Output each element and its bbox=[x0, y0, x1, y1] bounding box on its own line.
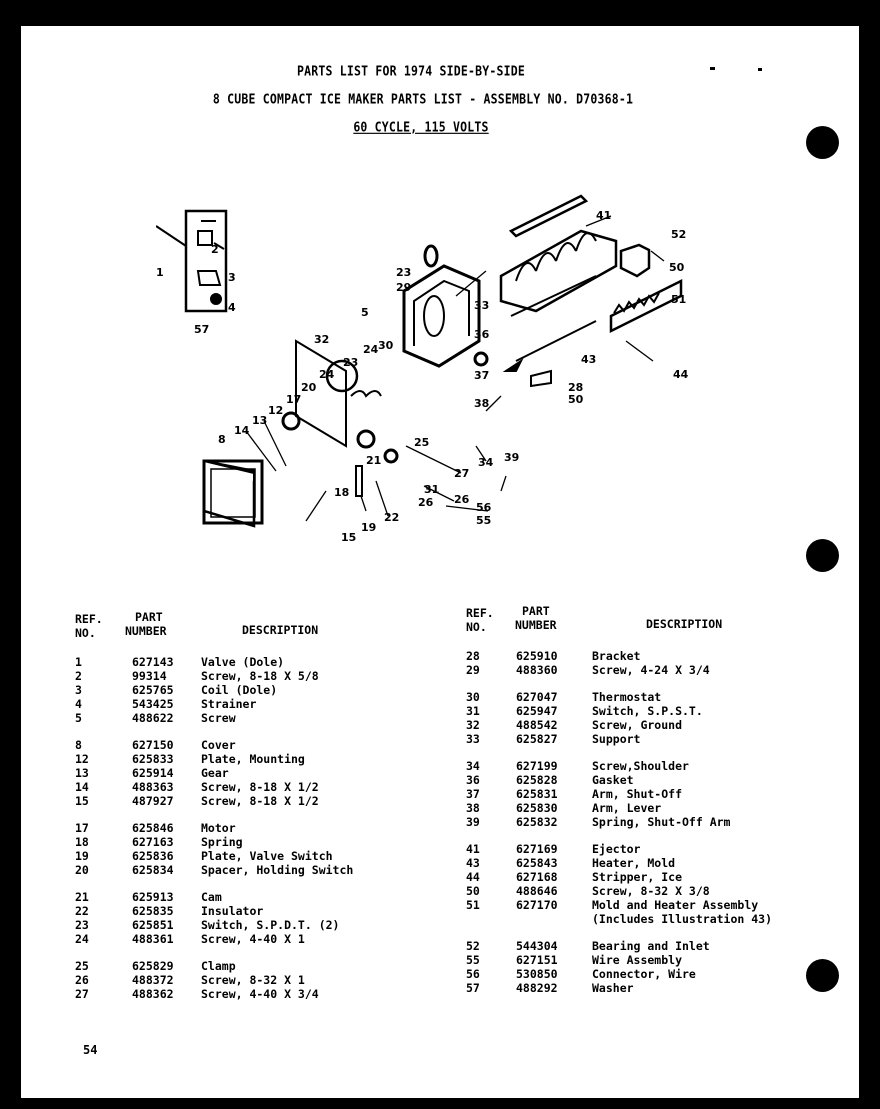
mounting-plate-and-motor bbox=[283, 341, 397, 496]
svg-text:23: 23 bbox=[396, 266, 412, 279]
part-description: Gasket bbox=[592, 773, 634, 787]
ref-number: 25 bbox=[75, 959, 89, 973]
part-number: 625836 bbox=[132, 849, 174, 863]
part-header-line1: PART bbox=[135, 610, 163, 624]
part-description: Screw, 8-18 X 1/2 bbox=[201, 780, 319, 794]
part-number: 488362 bbox=[132, 987, 174, 1001]
part-description: Spring bbox=[201, 835, 243, 849]
part-description: Arm, Lever bbox=[592, 801, 662, 815]
svg-text:24: 24 bbox=[363, 343, 379, 356]
svg-text:39: 39 bbox=[504, 451, 520, 464]
part-header-line2: NUMBER bbox=[125, 624, 167, 638]
part-description: Thermostat bbox=[592, 690, 662, 704]
svg-text:50: 50 bbox=[669, 261, 685, 274]
ref-number: 37 bbox=[466, 787, 480, 801]
svg-text:52: 52 bbox=[671, 228, 687, 241]
ref-number: 17 bbox=[75, 821, 89, 835]
svg-text:33: 33 bbox=[474, 299, 490, 312]
voltage-spec: 60 CYCLE, 115 VOLTS bbox=[353, 118, 489, 136]
ref-number: 51 bbox=[466, 898, 480, 912]
svg-text:3: 3 bbox=[228, 271, 236, 284]
ref-number: 26 bbox=[75, 973, 89, 987]
part-description: Stripper, Ice bbox=[592, 870, 683, 884]
part-number: 487927 bbox=[132, 794, 174, 808]
svg-text:21: 21 bbox=[366, 454, 382, 467]
ref-number: 32 bbox=[466, 718, 480, 732]
svg-text:17: 17 bbox=[286, 393, 302, 406]
part-description: Wire Assembly bbox=[592, 953, 683, 967]
part-header-line1: PART bbox=[522, 604, 550, 618]
ref-number: 24 bbox=[75, 932, 89, 946]
ref-number: 1 bbox=[75, 655, 82, 669]
part-number: 627151 bbox=[516, 953, 558, 967]
part-description: Switch, S.P.D.T. (2) bbox=[201, 918, 340, 932]
exploded-parts-diagram bbox=[156, 181, 716, 541]
ref-number: 36 bbox=[466, 773, 480, 787]
title-line-2: 8 CUBE COMPACT ICE MAKER PARTS LIST - ASSEMBLY NO. D70368-1 bbox=[212, 90, 634, 108]
description-header: DESCRIPTION bbox=[242, 623, 319, 637]
part-header-line2: NUMBER bbox=[515, 618, 557, 632]
punch-hole bbox=[806, 959, 839, 992]
svg-text:22: 22 bbox=[384, 511, 400, 524]
part-number: 544304 bbox=[516, 939, 558, 953]
svg-text:13: 13 bbox=[252, 414, 268, 427]
title-line-3 bbox=[1, 119, 841, 135]
ref-number: 55 bbox=[466, 953, 480, 967]
part-number: 625827 bbox=[516, 732, 558, 746]
part-number: 488542 bbox=[516, 718, 558, 732]
part-description: Screw, 8-32 X 3/8 bbox=[592, 884, 710, 898]
svg-text:31: 31 bbox=[424, 483, 440, 496]
part-description: Plate, Mounting bbox=[201, 752, 305, 766]
svg-text:15: 15 bbox=[341, 531, 357, 541]
ref-number: 50 bbox=[466, 884, 480, 898]
part-number: 625765 bbox=[132, 683, 174, 697]
part-number: 625843 bbox=[516, 856, 558, 870]
part-description: Washer bbox=[592, 981, 634, 995]
part-description: Gear bbox=[201, 766, 229, 780]
svg-text:20: 20 bbox=[301, 381, 317, 394]
part-description: Ejector bbox=[592, 842, 641, 856]
ref-number: 13 bbox=[75, 766, 89, 780]
part-description: Arm, Shut-Off bbox=[592, 787, 683, 801]
svg-text:55: 55 bbox=[476, 514, 492, 527]
ref-number: 19 bbox=[75, 849, 89, 863]
part-number: 488372 bbox=[132, 973, 174, 987]
punch-hole bbox=[806, 539, 839, 572]
svg-text:56: 56 bbox=[476, 501, 492, 514]
ref-number: 27 bbox=[75, 987, 89, 1001]
part-number: 627199 bbox=[516, 759, 558, 773]
part-description: Spacer, Holding Switch bbox=[201, 863, 354, 877]
ref-number: 2 bbox=[75, 669, 82, 683]
part-description: Support bbox=[592, 732, 641, 746]
ref-number: 56 bbox=[466, 967, 480, 981]
part-description: Plate, Valve Switch bbox=[201, 849, 333, 863]
document-page bbox=[21, 26, 859, 1098]
part-description: Bracket bbox=[592, 649, 641, 663]
part-description: Connector, Wire bbox=[592, 967, 696, 981]
svg-text:14: 14 bbox=[234, 424, 250, 437]
part-number: 625914 bbox=[132, 766, 174, 780]
ref-number: 52 bbox=[466, 939, 480, 953]
part-number: 627169 bbox=[516, 842, 558, 856]
part-number: 543425 bbox=[132, 697, 174, 711]
svg-text:51: 51 bbox=[671, 293, 687, 306]
valve-assembly-inset bbox=[156, 211, 226, 311]
svg-text:19: 19 bbox=[361, 521, 377, 534]
part-number: 627163 bbox=[132, 835, 174, 849]
svg-text:25: 25 bbox=[414, 436, 430, 449]
svg-text:26: 26 bbox=[418, 496, 434, 509]
part-description: Screw bbox=[201, 711, 236, 725]
part-number: 625846 bbox=[132, 821, 174, 835]
svg-text:43: 43 bbox=[581, 353, 597, 366]
part-description: Valve (Dole) bbox=[201, 655, 285, 669]
ref-number: 8 bbox=[75, 738, 82, 752]
svg-text:57: 57 bbox=[194, 323, 210, 336]
part-description: Bearing and Inlet bbox=[592, 939, 710, 953]
svg-text:50: 50 bbox=[568, 393, 584, 406]
part-description: Screw,Shoulder bbox=[592, 759, 689, 773]
ref-header-line2: NO. bbox=[75, 626, 96, 640]
callout-numbers bbox=[156, 209, 689, 541]
part-description: Screw, 4-40 X 3/4 bbox=[201, 987, 319, 1001]
part-description: Switch, S.P.S.T. bbox=[592, 704, 703, 718]
part-description: Clamp bbox=[201, 959, 236, 973]
ref-number: 14 bbox=[75, 780, 89, 794]
part-number: 625913 bbox=[132, 890, 174, 904]
svg-text:1: 1 bbox=[156, 266, 164, 279]
part-number: 488292 bbox=[516, 981, 558, 995]
ref-header-line1: REF. bbox=[466, 606, 494, 620]
svg-text:26: 26 bbox=[454, 493, 470, 506]
svg-text:34: 34 bbox=[478, 456, 494, 469]
svg-text:44: 44 bbox=[673, 368, 689, 381]
svg-text:32: 32 bbox=[314, 333, 330, 346]
svg-text:4: 4 bbox=[228, 301, 236, 314]
svg-text:28: 28 bbox=[568, 381, 584, 394]
ref-header-line1: REF. bbox=[75, 612, 103, 626]
ref-number: 21 bbox=[75, 890, 89, 904]
part-description: Cover bbox=[201, 738, 236, 752]
ref-number: 57 bbox=[466, 981, 480, 995]
svg-text:18: 18 bbox=[334, 486, 350, 499]
part-description: Screw, 8-18 X 5/8 bbox=[201, 669, 319, 683]
ref-number: 44 bbox=[466, 870, 480, 884]
title-line-1: PARTS LIST FOR 1974 SIDE-BY-SIDE bbox=[297, 62, 525, 80]
part-description: Motor bbox=[201, 821, 236, 835]
part-number: 627047 bbox=[516, 690, 558, 704]
svg-text:38: 38 bbox=[474, 397, 490, 410]
cover bbox=[204, 461, 262, 526]
part-description: Screw, Ground bbox=[592, 718, 683, 732]
part-number: 488646 bbox=[516, 884, 558, 898]
part-number: 627150 bbox=[132, 738, 174, 752]
svg-text:30: 30 bbox=[378, 339, 394, 352]
page-number: 54 bbox=[83, 1043, 98, 1057]
part-description: Cam bbox=[201, 890, 222, 904]
ref-number: 41 bbox=[466, 842, 480, 856]
svg-text:27: 27 bbox=[454, 467, 470, 480]
part-number: 625832 bbox=[516, 815, 558, 829]
part-number: 627170 bbox=[516, 898, 558, 912]
svg-text:23: 23 bbox=[343, 356, 359, 369]
part-description: Mold and Heater Assembly bbox=[592, 898, 759, 912]
svg-text:41: 41 bbox=[596, 209, 612, 222]
svg-text:37: 37 bbox=[474, 369, 490, 382]
ref-number: 23 bbox=[75, 918, 89, 932]
part-number: 625828 bbox=[516, 773, 558, 787]
ref-number: 31 bbox=[466, 704, 480, 718]
ref-number: 20 bbox=[75, 863, 89, 877]
ref-number: 5 bbox=[75, 711, 82, 725]
part-description: Screw, 8-18 X 1/2 bbox=[201, 794, 319, 808]
ref-number: 43 bbox=[466, 856, 480, 870]
part-description: Coil (Dole) bbox=[201, 683, 278, 697]
part-number: 625834 bbox=[132, 863, 174, 877]
ref-number: 28 bbox=[466, 649, 480, 663]
part-number: 625833 bbox=[132, 752, 174, 766]
part-description: Screw, 8-32 X 1 bbox=[201, 973, 305, 987]
part-number: 625831 bbox=[516, 787, 558, 801]
svg-text:36: 36 bbox=[474, 328, 490, 341]
part-description: Insulator bbox=[201, 904, 264, 918]
part-number: 488622 bbox=[132, 711, 174, 725]
ref-number: 39 bbox=[466, 815, 480, 829]
ref-header-line2: NO. bbox=[466, 620, 487, 634]
part-number: 625830 bbox=[516, 801, 558, 815]
ref-number: 29 bbox=[466, 663, 480, 677]
svg-text:8: 8 bbox=[218, 433, 226, 446]
part-number: 625851 bbox=[132, 918, 174, 932]
ref-number: 3 bbox=[75, 683, 82, 697]
svg-text:2: 2 bbox=[211, 243, 219, 256]
ref-number: 4 bbox=[75, 697, 82, 711]
ref-number: 34 bbox=[466, 759, 480, 773]
part-number: 99314 bbox=[132, 669, 167, 683]
svg-text:5: 5 bbox=[361, 306, 369, 319]
part-description: Heater, Mold bbox=[592, 856, 676, 870]
part-number: 627143 bbox=[132, 655, 174, 669]
part-number: 625835 bbox=[132, 904, 174, 918]
svg-text:29: 29 bbox=[396, 281, 412, 294]
part-description: Screw, 4-40 X 1 bbox=[201, 932, 305, 946]
ref-number: 12 bbox=[75, 752, 89, 766]
part-description: Strainer bbox=[201, 697, 257, 711]
svg-text:12: 12 bbox=[268, 404, 284, 417]
ref-number: 18 bbox=[75, 835, 89, 849]
part-number: 625829 bbox=[132, 959, 174, 973]
part-description: Spring, Shut-Off Arm bbox=[592, 815, 731, 829]
part-number: 627168 bbox=[516, 870, 558, 884]
part-number: 530850 bbox=[516, 967, 558, 981]
ref-number: 15 bbox=[75, 794, 89, 808]
svg-text:24: 24 bbox=[319, 368, 335, 381]
part-description: Screw, 4-24 X 3/4 bbox=[592, 663, 710, 677]
description-header: DESCRIPTION bbox=[646, 617, 723, 631]
part-number: 625947 bbox=[516, 704, 558, 718]
ref-number: 30 bbox=[466, 690, 480, 704]
ref-number: 33 bbox=[466, 732, 480, 746]
part-description: (Includes Illustration 43) bbox=[592, 912, 773, 926]
part-number: 625910 bbox=[516, 649, 558, 663]
part-number: 488361 bbox=[132, 932, 174, 946]
part-number: 488360 bbox=[516, 663, 558, 677]
part-number: 488363 bbox=[132, 780, 174, 794]
ref-number: 38 bbox=[466, 801, 480, 815]
ref-number: 22 bbox=[75, 904, 89, 918]
